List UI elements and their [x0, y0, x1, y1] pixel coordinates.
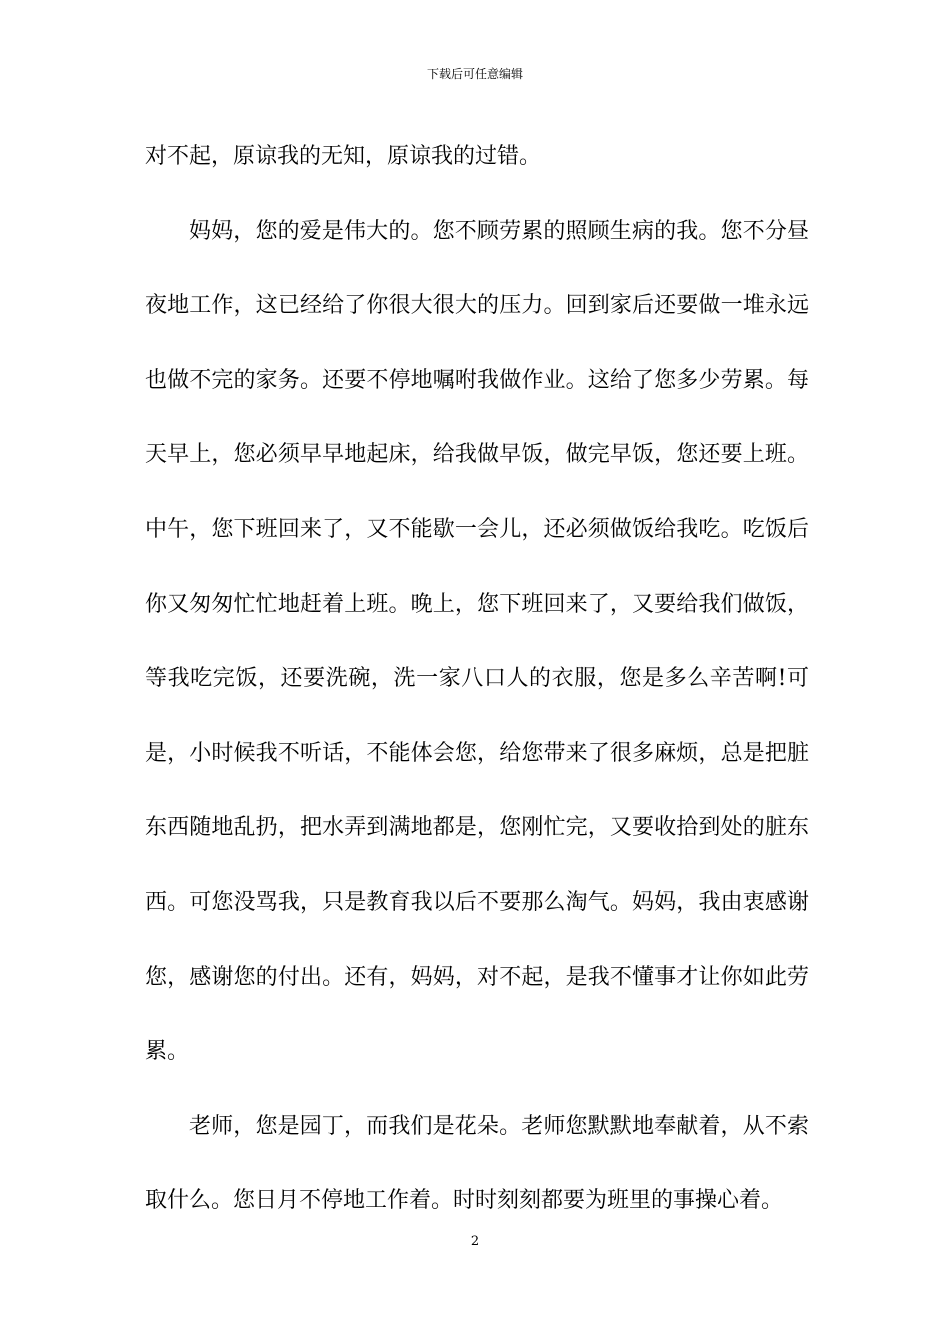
paragraph-3: 老师，您是园丁，而我们是花朵。老师您默默地奉献着，从不索取什么。您日月不停地工作着。时时刻刻都要为班里的事操心着。: [145, 1113, 809, 1214]
body-text: [145, 120, 809, 1239]
page-number: 2: [470, 1234, 480, 1249]
paragraph-1: 对不起，原谅我的无知，原谅我的过错。: [145, 144, 542, 169]
page-header: 下载后可任意编辑: [426, 67, 523, 81]
paragraph-2: 妈妈，您的爱是伟大的。您不顾劳累的照顾生病的我。您不分昼夜地工作，这已经给了你很大很大的压力。回到家后还要做一堆永远也做不完的家务。还要不停地嘱咐我做作业。这给了您多少劳累。每天早上，您必须早早地起床，给我做早饭，做完早饭，您还要上班。中午，您下班回来了，又不能歇一会儿，还必须做饭给我吃。吃饭后你又匆匆忙忙地赶着上班。晚上，您下班回来了，又要给我们做饭，等我吃完饭，还要洗碗，洗一家八口人的衣服，您是多么辛苦啊!可是，小时候我不听话，不能体会您，给您带来了很多麻烦，总是把脏东西随地乱扔，把水弄到满地都是，您刚忙完，又要收拾到处的脏东西。可您没骂我，只是教育我以后不要那么淘气。妈妈，我由衷感谢您，感谢您的付出。还有，妈妈，对不起，是我不懂事才让你如此劳累。: [145, 218, 809, 1065]
